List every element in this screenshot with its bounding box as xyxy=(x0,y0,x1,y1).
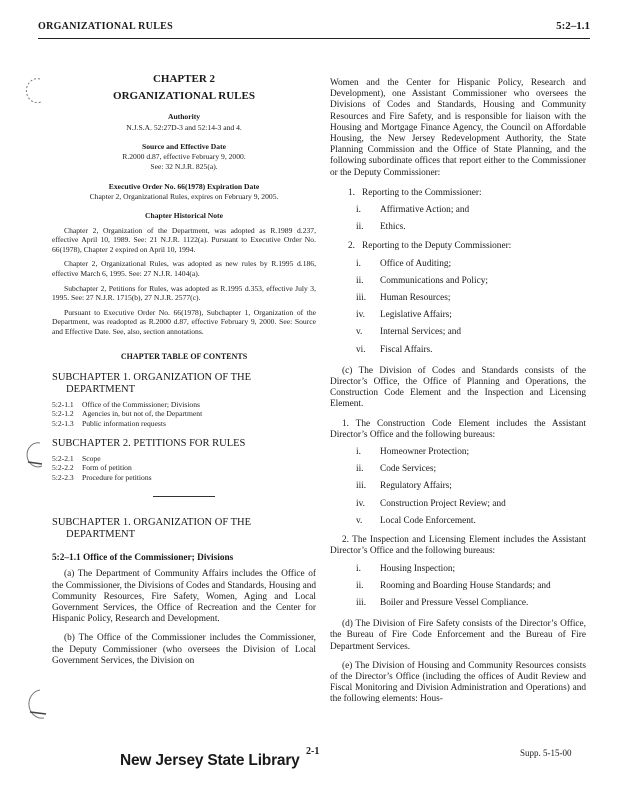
list-item: i. Housing Inspection; xyxy=(356,563,456,574)
toc-entry: 5:2-2.2 Form of petition xyxy=(52,463,132,473)
paragraph-b: (b) The Office of the Commissioner includes the Commissioner, the Deputy Commissioner (who oversees the Division of Local Government Services, the Division on xyxy=(52,633,316,666)
toc-entry: 5:2-1.1 Office of the Commissioner; Divisions xyxy=(52,399,200,409)
chapter-number: CHAPTER 2 xyxy=(152,73,216,85)
list-item: i. Affirmative Action; and xyxy=(356,205,470,216)
list-item: v. Internal Services; and xyxy=(356,327,462,338)
executive-order-text: Chapter 2, Organizational Rules, expires on February 9, 2005. xyxy=(89,191,279,201)
page-number: 2-1 xyxy=(306,746,320,757)
right-column xyxy=(330,78,586,706)
executive-order-heading: Executive Order No. 66(1978) Expiration Date xyxy=(108,181,260,191)
list-item: iv. Construction Project Review; and xyxy=(356,498,506,509)
library-stamp: New Jersey State Library xyxy=(120,752,300,769)
toc-entry: 5:2-2.3 Procedure for petitions xyxy=(52,472,152,482)
authority-text: N.J.S.A. 52:27D-3 and 52:14-3 and 4. xyxy=(126,122,242,132)
table-of-contents-heading: CHAPTER TABLE OF CONTENTS xyxy=(120,351,248,361)
section-heading: 5:2–1.1 Office of the Commissioner; Divisions xyxy=(52,553,234,564)
list-item: ii. Ethics. xyxy=(356,222,406,233)
paragraph-a: (a) The Department of Community Affairs includes the Office of the Commissioner, the Divisions of Codes and Standards, Housing and Community Resources, Fire Safety, Women, Aging and Local Government Services, the Office of Recreation and the Center for Hispanic Policy, Research and Development. xyxy=(52,569,316,625)
list-item: ii. Rooming and Boarding House Standards; and xyxy=(356,580,551,591)
paragraph-c-2: 2. The Inspection and Licensing Element includes the Assistant Director’s Office and the following bureaus: xyxy=(330,535,586,557)
source-heading: Source and Effective Date xyxy=(141,142,226,152)
list-item: iii. Regulatory Affairs; xyxy=(356,481,452,492)
list-item: ii. Communications and Policy; xyxy=(356,275,488,286)
subchapter-heading: SUBCHAPTER 1. ORGANIZATION OF THE DEPARTMENT xyxy=(52,517,252,541)
chapter-title: ORGANIZATIONAL RULES xyxy=(113,90,255,103)
paragraph-c: (c) The Division of Codes and Standards consists of the Director’s Office, the Office of Planning and Operations, the Construction Code Element and the Inspection and Licensing Element. xyxy=(330,365,586,410)
list-item: i. Office of Auditing; xyxy=(356,258,452,269)
list-item: iii. Human Resources; xyxy=(356,293,451,304)
header-section-number: 5:2–1.1 xyxy=(556,20,590,32)
paragraph-b-continued: Women and the Center for Hispanic Policy, Research and Development), one Assistant Commissioner who oversees the Divisions of Codes and Standards, Housing and Community Resources and Fire Safety, and is responsible for liaison with the Housing and Mortgage Finance Agency, the Council on Affordable Housing, the New Jersey Redevelopment Authority, the State Planning Commission and the Office of State Planning, and the following subordinate offices that report either to the Commissioner or the Deputy Commissioner: xyxy=(330,78,586,178)
toc-entry: 5:2-1.2 Agencies in, but not of, the Department xyxy=(52,409,203,419)
authority-heading: Authority xyxy=(167,112,201,122)
punch-hole-mark-icon xyxy=(22,76,48,106)
historical-note-paragraph: Subchapter 2, Petitions for Rules, was adopted as R.1995 d.353, effective July 3, 1995. See: 27 N.J.R. 1715(b), 27 N.J.R. 2577(c). xyxy=(52,283,316,303)
paragraph-d: (d) The Division of Fire Safety consists of the Director’s Office, the Bureau of Fire Code Enforcement and the Bureau of Fire Department Services. xyxy=(330,619,586,652)
toc-entry: 5:2-1.3 Public information requests xyxy=(52,418,166,428)
toc-subchapter-1-list xyxy=(52,400,316,428)
historical-note-heading: Chapter Historical Note xyxy=(145,211,223,221)
list-item: ii. Code Services; xyxy=(356,464,437,475)
toc-entry: 5:2-2.1 Scope xyxy=(52,453,101,463)
toc-subchapter-1: SUBCHAPTER 1. ORGANIZATION OF THE DEPARTMENT xyxy=(52,371,252,395)
toc-subchapter-2-list xyxy=(52,454,316,482)
list-item: 2. Reporting to the Deputy Commissioner: xyxy=(348,241,512,252)
paragraph-c-1: 1. The Construction Code Element includes the Assistant Director’s Office and the following bureaus: xyxy=(330,418,586,440)
historical-note-paragraph: Chapter 2, Organizational Rules, was adopted as new rules by R.1995 d.186, effective March 6, 1995. See: 27 N.J.R. 1404(a). xyxy=(52,259,316,278)
list-item: v. Local Code Enforcement. xyxy=(356,515,476,526)
list-item: vi. Fiscal Affairs. xyxy=(356,344,433,355)
source-text-1: R.2000 d.87, effective February 9, 2000. xyxy=(122,152,246,162)
left-column xyxy=(52,74,316,667)
punch-hole-mark-icon xyxy=(22,688,52,722)
running-header xyxy=(38,18,590,39)
list-item: 1. Reporting to the Commissioner: xyxy=(348,187,482,198)
punch-hole-mark-icon xyxy=(22,440,50,470)
paragraph-e: (e) The Division of Housing and Community Resources consists of the Director’s Office (including the offices of Audit Review and Fiscal Monitoring and Division Administration and Operations) and the following elements: Hous- xyxy=(330,660,586,705)
source-text-2: See: 32 N.J.R. 825(a). xyxy=(150,162,218,171)
list-item: i. Homeowner Protection; xyxy=(356,447,470,458)
section-divider xyxy=(153,496,215,497)
historical-note-paragraph: Chapter 2, Organization of the Department, was adopted as R.1989 d.237, effective April 10, 1989. See: 21 N.J.R. 1122(a). Pursuant to Executive Order No. 66(1978), Chapter 2 expired on April 10, 1994. xyxy=(52,225,316,254)
list-item: iv. Legislative Affairs; xyxy=(356,310,452,321)
supplement-date: Supp. 5-15-00 xyxy=(520,748,572,758)
toc-subchapter-2: SUBCHAPTER 2. PETITIONS FOR RULES xyxy=(52,437,246,449)
list-item: iii. Boiler and Pressure Vessel Compliance. xyxy=(356,597,529,608)
historical-note-paragraph: Pursuant to Executive Order No. 66(1978), Subchapter 1, Organization of the Department, was readopted as R.2000 d.87, effective February 9, 2000. See: Source and Effective Date. See, also, section annotations. xyxy=(52,307,316,336)
header-title: ORGANIZATIONAL RULES xyxy=(38,21,174,32)
